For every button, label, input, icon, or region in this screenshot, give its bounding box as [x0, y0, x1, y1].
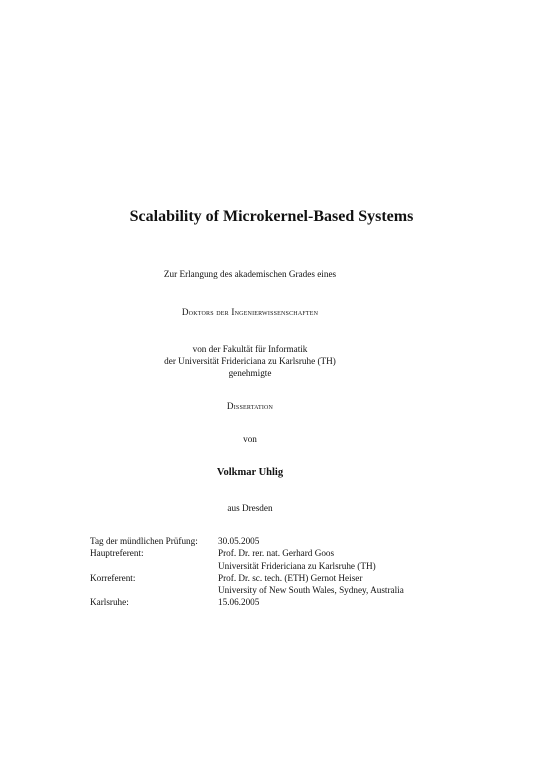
detail-row	[90, 572, 404, 584]
degree-text: Doktors der Ingenierwissenschaften	[181, 307, 319, 317]
faculty-line-1: von der Fakultät für Informatik	[192, 344, 308, 354]
detail-label	[90, 584, 218, 596]
detail-label: Korreferent:	[90, 572, 136, 583]
intro-text: Zur Erlangung des akademischen Grades eines	[163, 269, 337, 279]
author-name: Volkmar Uhlig	[216, 467, 284, 478]
detail-row	[90, 560, 404, 572]
examination-details	[90, 535, 404, 609]
document-title: Scalability of Microkernel-Based Systems	[129, 208, 414, 225]
von-text: von	[243, 434, 257, 444]
detail-row	[90, 547, 404, 559]
detail-row	[90, 584, 404, 596]
detail-label: Karlsruhe:	[90, 597, 129, 608]
approved-text: genehmigte	[228, 368, 272, 378]
detail-value: Prof. Dr. sc. tech. (ETH) Gernot Heiser	[218, 572, 363, 583]
detail-label	[90, 560, 218, 572]
document-type: Dissertation	[226, 401, 274, 411]
detail-label: Hauptreferent:	[90, 548, 144, 559]
detail-value: 30.05.2005	[218, 536, 260, 546]
detail-value: Universität Fridericiana zu Karlsruhe (TH)	[218, 560, 376, 571]
detail-row	[90, 596, 404, 608]
detail-value: 15.06.2005	[218, 597, 260, 608]
faculty-line-2: der Universität Fridericiana zu Karlsruhe (TH)	[164, 356, 336, 366]
detail-value: Prof. Dr. rer. nat. Gerhard Goos	[218, 548, 335, 559]
origin-text: aus Dresden	[227, 503, 273, 513]
detail-value: University of New South Wales, Sydney, Australia	[218, 585, 404, 596]
detail-row	[90, 535, 404, 547]
detail-label: Tag der mündlichen Prüfung:	[90, 536, 198, 546]
